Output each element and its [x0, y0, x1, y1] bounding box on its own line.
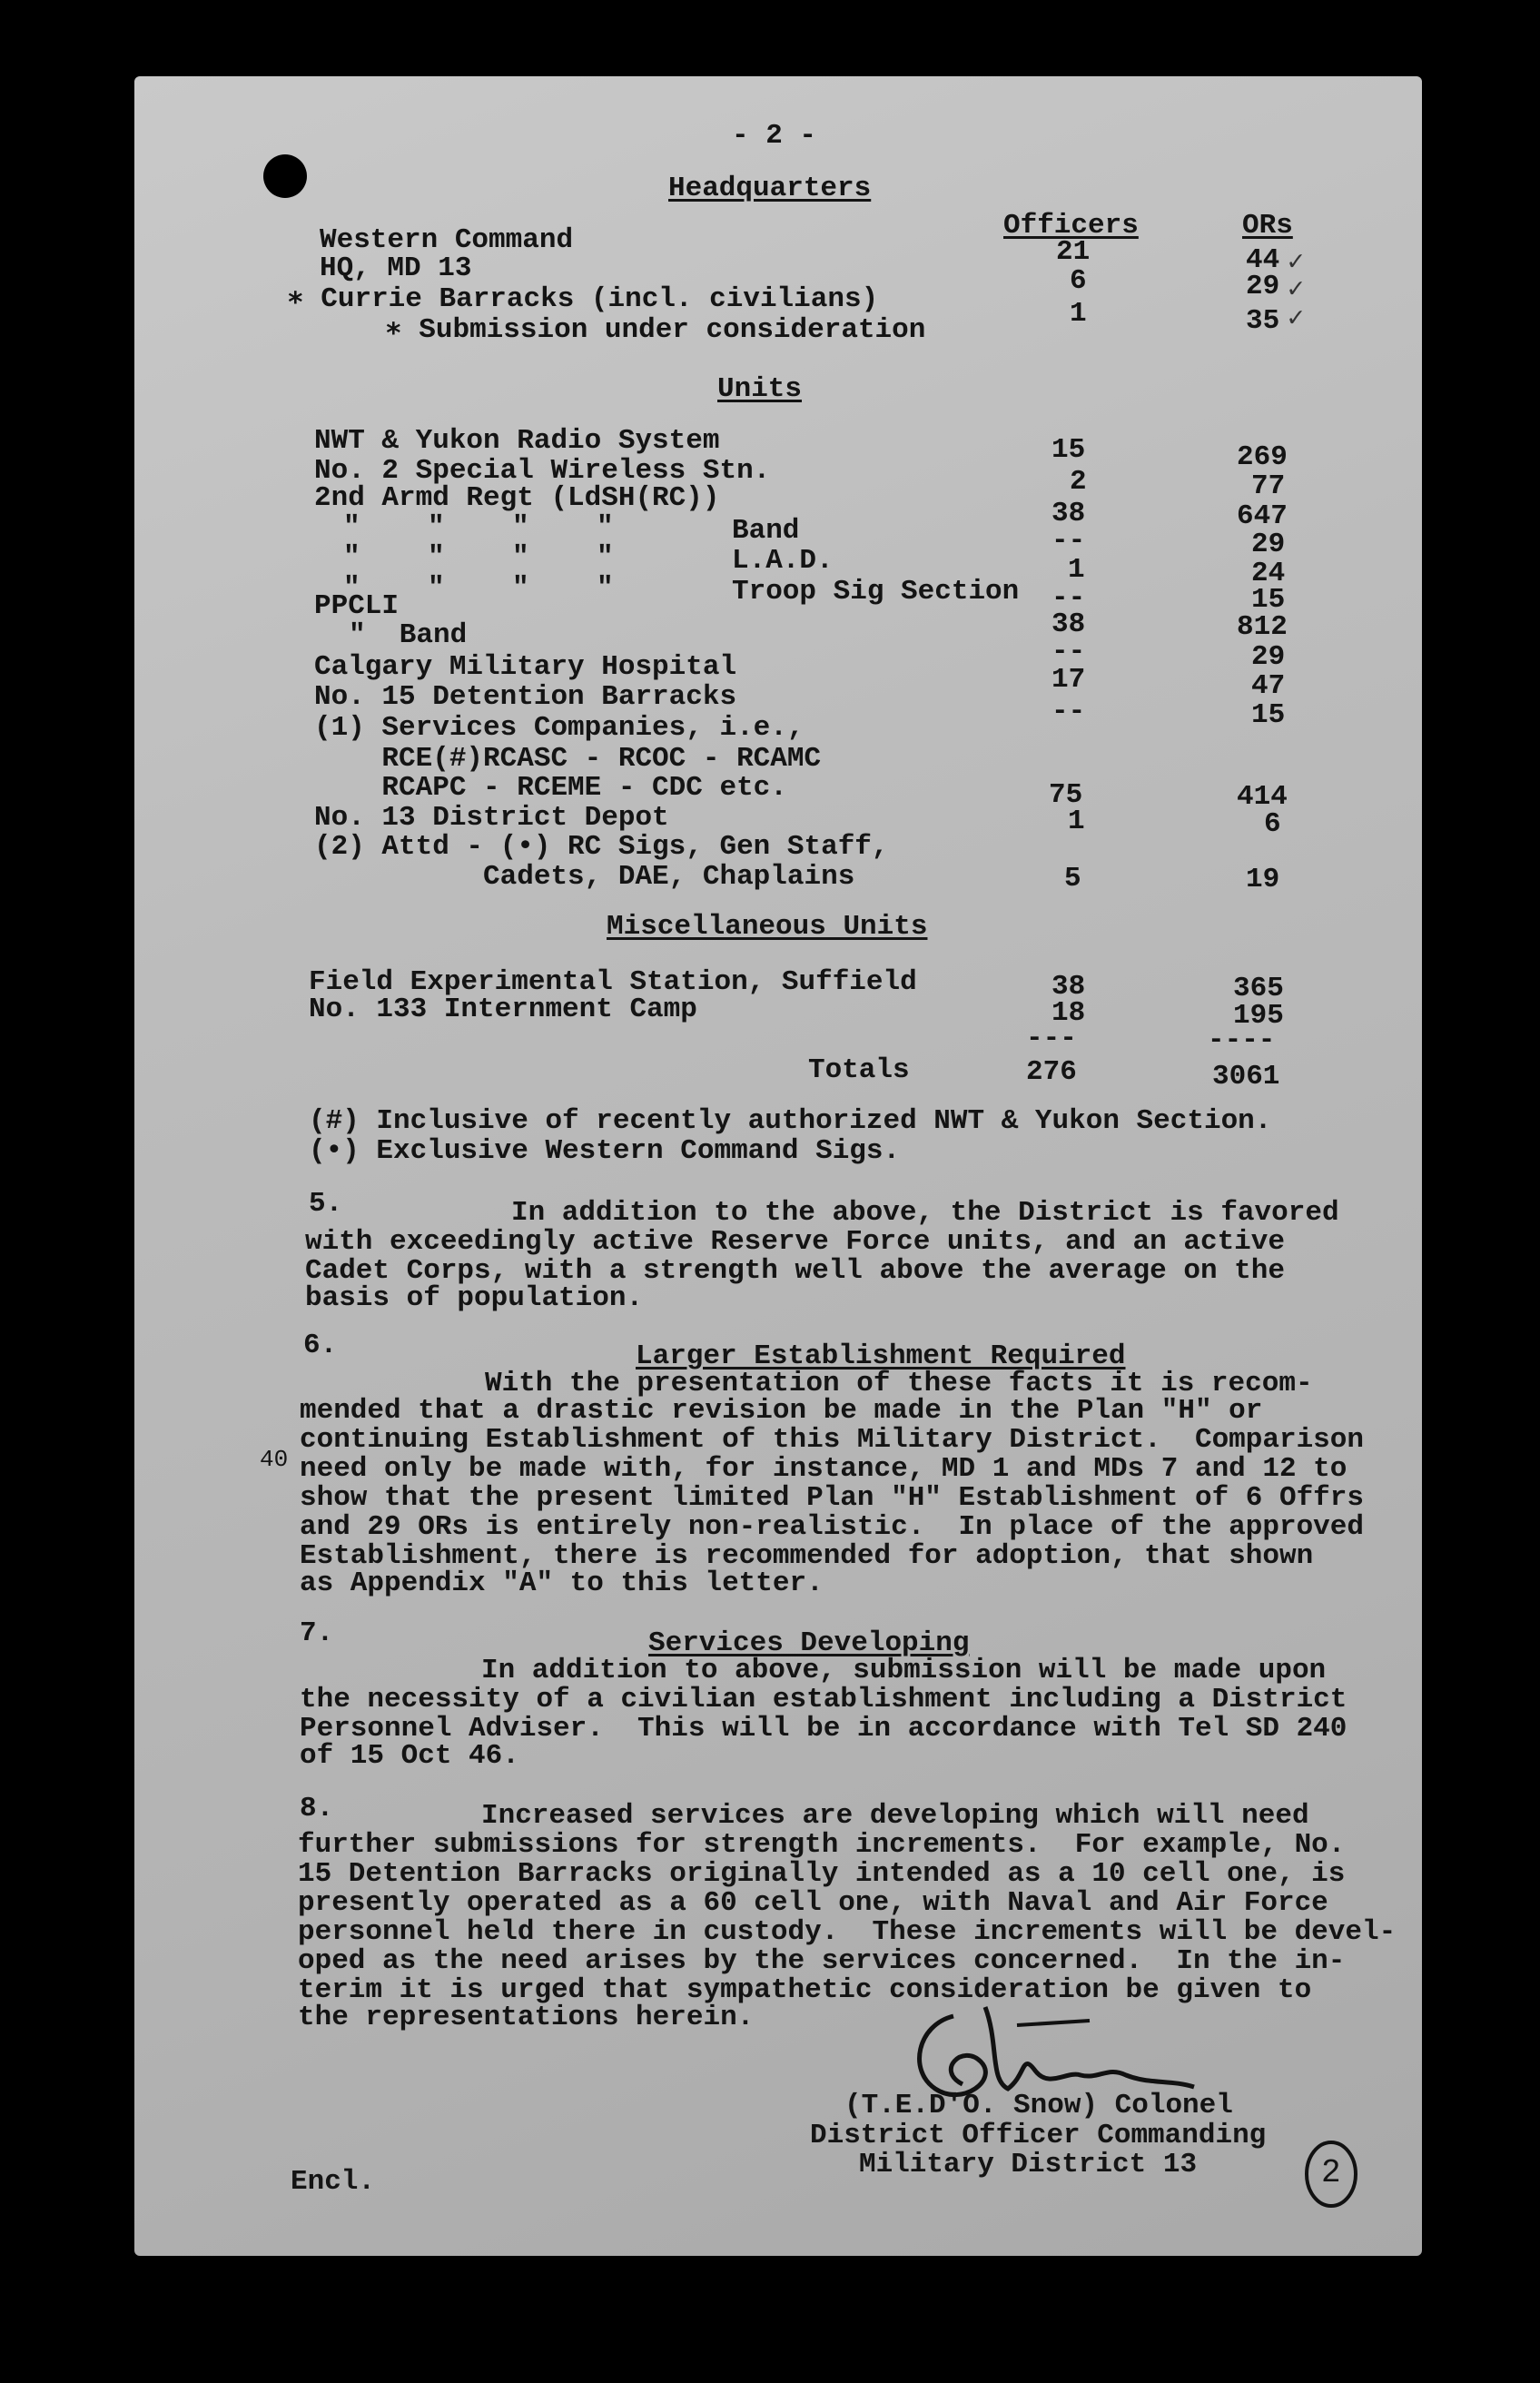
unit-officers: 15 — [1051, 434, 1086, 466]
para8-line: further submissions for strength increments. For example, No. — [298, 1829, 1346, 1861]
unit-ors: 15 — [1251, 699, 1286, 731]
unit-ors: 15 — [1251, 584, 1286, 616]
para7-line: Personnel Adviser. This will be in accordance with Tel SD 240 — [300, 1713, 1348, 1745]
para6-line: as Appendix "A" to this letter. — [300, 1567, 824, 1599]
signatory-district: Military District 13 — [859, 2149, 1198, 2180]
hq-row-label: ∗ Currie Barracks (incl. civilians) — [287, 283, 879, 315]
para8-line: personnel held there in custody. These increments will be devel- — [298, 1916, 1397, 1948]
hq-row-label: Western Command — [320, 224, 574, 256]
unit-officers: 1 — [1068, 554, 1085, 586]
unit-ors: 29 — [1251, 529, 1286, 560]
para7-number: 7. — [300, 1617, 334, 1649]
para6-line: mended that a drastic revision be made in the Plan "H" or — [300, 1395, 1263, 1427]
hq-row-officers: 1 — [1070, 298, 1087, 330]
total-officers: 276 — [1026, 1056, 1077, 1088]
para6-line: and 29 ORs is entirely non-realistic. In place of the approved — [300, 1511, 1364, 1543]
unit-sub-label: Troop Sig Section — [732, 576, 1020, 608]
unit-sub-label: L.A.D. — [732, 545, 834, 577]
hq-row-ors: 35 — [1246, 305, 1280, 337]
unit-label: (1) Services Companies, i.e., — [314, 712, 805, 744]
unit-officers: -- — [1051, 525, 1086, 557]
para5-line: basis of population. — [305, 1282, 644, 1314]
para6-line: need only be made with, for instance, MD 1 and MDs 7 and 12 to — [300, 1453, 1348, 1485]
unit-officers: -- — [1051, 582, 1086, 614]
unit-ors: 6 — [1264, 808, 1281, 840]
hq-row-officers: 21 — [1056, 236, 1091, 268]
unit-label: 2nd Armd Regt (LdSH(RC)) — [314, 482, 720, 514]
check-mark-icon: ✓ — [1288, 248, 1305, 279]
unit-officers: -- — [1051, 696, 1086, 727]
hq-row-ors: 44 — [1246, 244, 1280, 276]
para6-line: With the presentation of these facts it is recom- — [485, 1368, 1313, 1399]
check-mark-icon: ✓ — [1288, 275, 1305, 306]
footnote: (•) Exclusive Western Command Sigs. — [309, 1135, 901, 1167]
unit-label: PPCLI — [314, 590, 400, 622]
col-ors-header: ORs — [1242, 210, 1293, 242]
misc-label: No. 133 Internment Camp — [309, 994, 697, 1025]
hq-heading: Headquarters — [668, 173, 872, 204]
unit-ditto: " " " " — [343, 541, 614, 573]
unit-officers: 75 — [1049, 779, 1083, 811]
unit-officers: -- — [1051, 636, 1086, 667]
hq-row-ors: 29 — [1246, 271, 1280, 302]
signatory-title: District Officer Commanding — [810, 2120, 1267, 2151]
totals-separator: --- — [1026, 1023, 1077, 1054]
unit-label: NWT & Yukon Radio System — [314, 425, 720, 457]
stamp-number: 2 — [1321, 2154, 1341, 2191]
para8-line: presently operated as a 60 cell one, with Naval and Air Force — [298, 1887, 1328, 1919]
unit-ors: 29 — [1251, 641, 1286, 673]
misc-officers: 18 — [1051, 997, 1086, 1029]
para8-line: terim it is urged that sympathetic consideration be given to — [298, 1974, 1312, 2006]
para6-number: 6. — [303, 1330, 338, 1361]
unit-ditto: " " " " — [343, 511, 614, 543]
para8-line: Increased services are developing which will need — [481, 1800, 1309, 1832]
unit-ors: 77 — [1251, 470, 1286, 502]
para5-number: 5. — [309, 1188, 343, 1220]
hq-row-officers: 6 — [1070, 265, 1087, 297]
misc-officers: 38 — [1051, 971, 1086, 1003]
para6-line: show that the present limited Plan "H" Establishment of 6 Offrs — [300, 1482, 1364, 1514]
unit-ors: 414 — [1237, 781, 1288, 813]
hq-row-label: HQ, MD 13 — [320, 252, 472, 284]
para8-number: 8. — [300, 1793, 334, 1824]
unit-ditto: " " " " — [343, 572, 614, 604]
unit-label: Cadets, DAE, Chaplains — [314, 861, 855, 893]
unit-officers: 2 — [1070, 466, 1087, 498]
unit-ors: 812 — [1237, 611, 1288, 643]
para6-margin-note: 40 — [260, 1446, 289, 1473]
totals-label: Totals — [808, 1054, 910, 1086]
para7-line: In addition to above, submission will be made upon — [481, 1655, 1327, 1686]
unit-ors: 647 — [1237, 500, 1288, 532]
para6-line: Establishment, there is recommended for adoption, that shown — [300, 1540, 1314, 1572]
enclosure-note: Encl. — [291, 2166, 376, 2198]
unit-sub-label: Band — [732, 515, 800, 547]
unit-officers: 5 — [1064, 863, 1081, 895]
unit-label: No. 2 Special Wireless Stn. — [314, 455, 771, 487]
unit-officers: 17 — [1051, 664, 1086, 696]
col-officers-header: Officers — [1003, 210, 1139, 242]
unit-officers: 38 — [1051, 608, 1086, 640]
page-number: - 2 - — [732, 120, 817, 152]
unit-label: No. 13 District Depot — [314, 802, 669, 834]
unit-label: RCE(#)RCASC - RCOC - RCAMC — [314, 743, 822, 775]
para7-heading: Services Developing — [648, 1627, 970, 1659]
para8-line: the representations herein. — [298, 2002, 755, 2033]
check-mark-icon: ✓ — [1288, 304, 1305, 335]
para8-line: 15 Detention Barracks originally intended as a 10 cell one, is — [298, 1858, 1346, 1890]
unit-ors: 269 — [1237, 441, 1288, 473]
unit-label: RCAPC - RCEME - CDC etc. — [314, 772, 787, 804]
para5-line: Cadet Corps, with a strength well above the average on the — [305, 1255, 1285, 1287]
misc-label: Field Experimental Station, Suffield — [309, 966, 917, 998]
unit-label: No. 15 Detention Barracks — [314, 681, 737, 713]
unit-label: (2) Attd - (•) RC Sigs, Gen Staff, — [314, 831, 889, 863]
misc-ors: 195 — [1233, 1000, 1284, 1032]
para8-line: oped as the need arises by the services concerned. In the in- — [298, 1945, 1346, 1977]
para5-line: with exceedingly active Reserve Force units, and an active — [305, 1226, 1285, 1258]
unit-officers: 1 — [1068, 806, 1085, 837]
para5-line: In addition to the above, the District is favored — [511, 1197, 1339, 1229]
unit-officers: 38 — [1051, 498, 1086, 529]
unit-ors: 24 — [1251, 558, 1286, 589]
footnote: (#) Inclusive of recently authorized NWT & Yukon Section. — [309, 1105, 1272, 1137]
misc-ors: 365 — [1233, 973, 1284, 1004]
para7-line: the necessity of a civilian establishment including a District — [300, 1684, 1348, 1716]
unit-label: Calgary Military Hospital — [314, 651, 737, 683]
misc-heading: Miscellaneous Units — [607, 911, 928, 943]
units-heading: Units — [717, 373, 803, 405]
para7-line: of 15 Oct 46. — [300, 1740, 519, 1772]
para6-heading: Larger Establishment Required — [636, 1340, 1126, 1372]
punch-hole — [263, 154, 307, 198]
total-ors: 3061 — [1212, 1061, 1280, 1093]
hq-note: ∗ Submission under consideration — [385, 314, 926, 346]
para6-line: continuing Establishment of this Military District. Comparison — [300, 1424, 1364, 1456]
signatory-name: (T.E.D'O. Snow) Colonel — [844, 2090, 1233, 2121]
unit-ors: 19 — [1246, 864, 1280, 895]
totals-separator: ---- — [1208, 1024, 1276, 1056]
unit-label: " Band — [349, 619, 468, 651]
unit-ors: 47 — [1251, 670, 1286, 702]
